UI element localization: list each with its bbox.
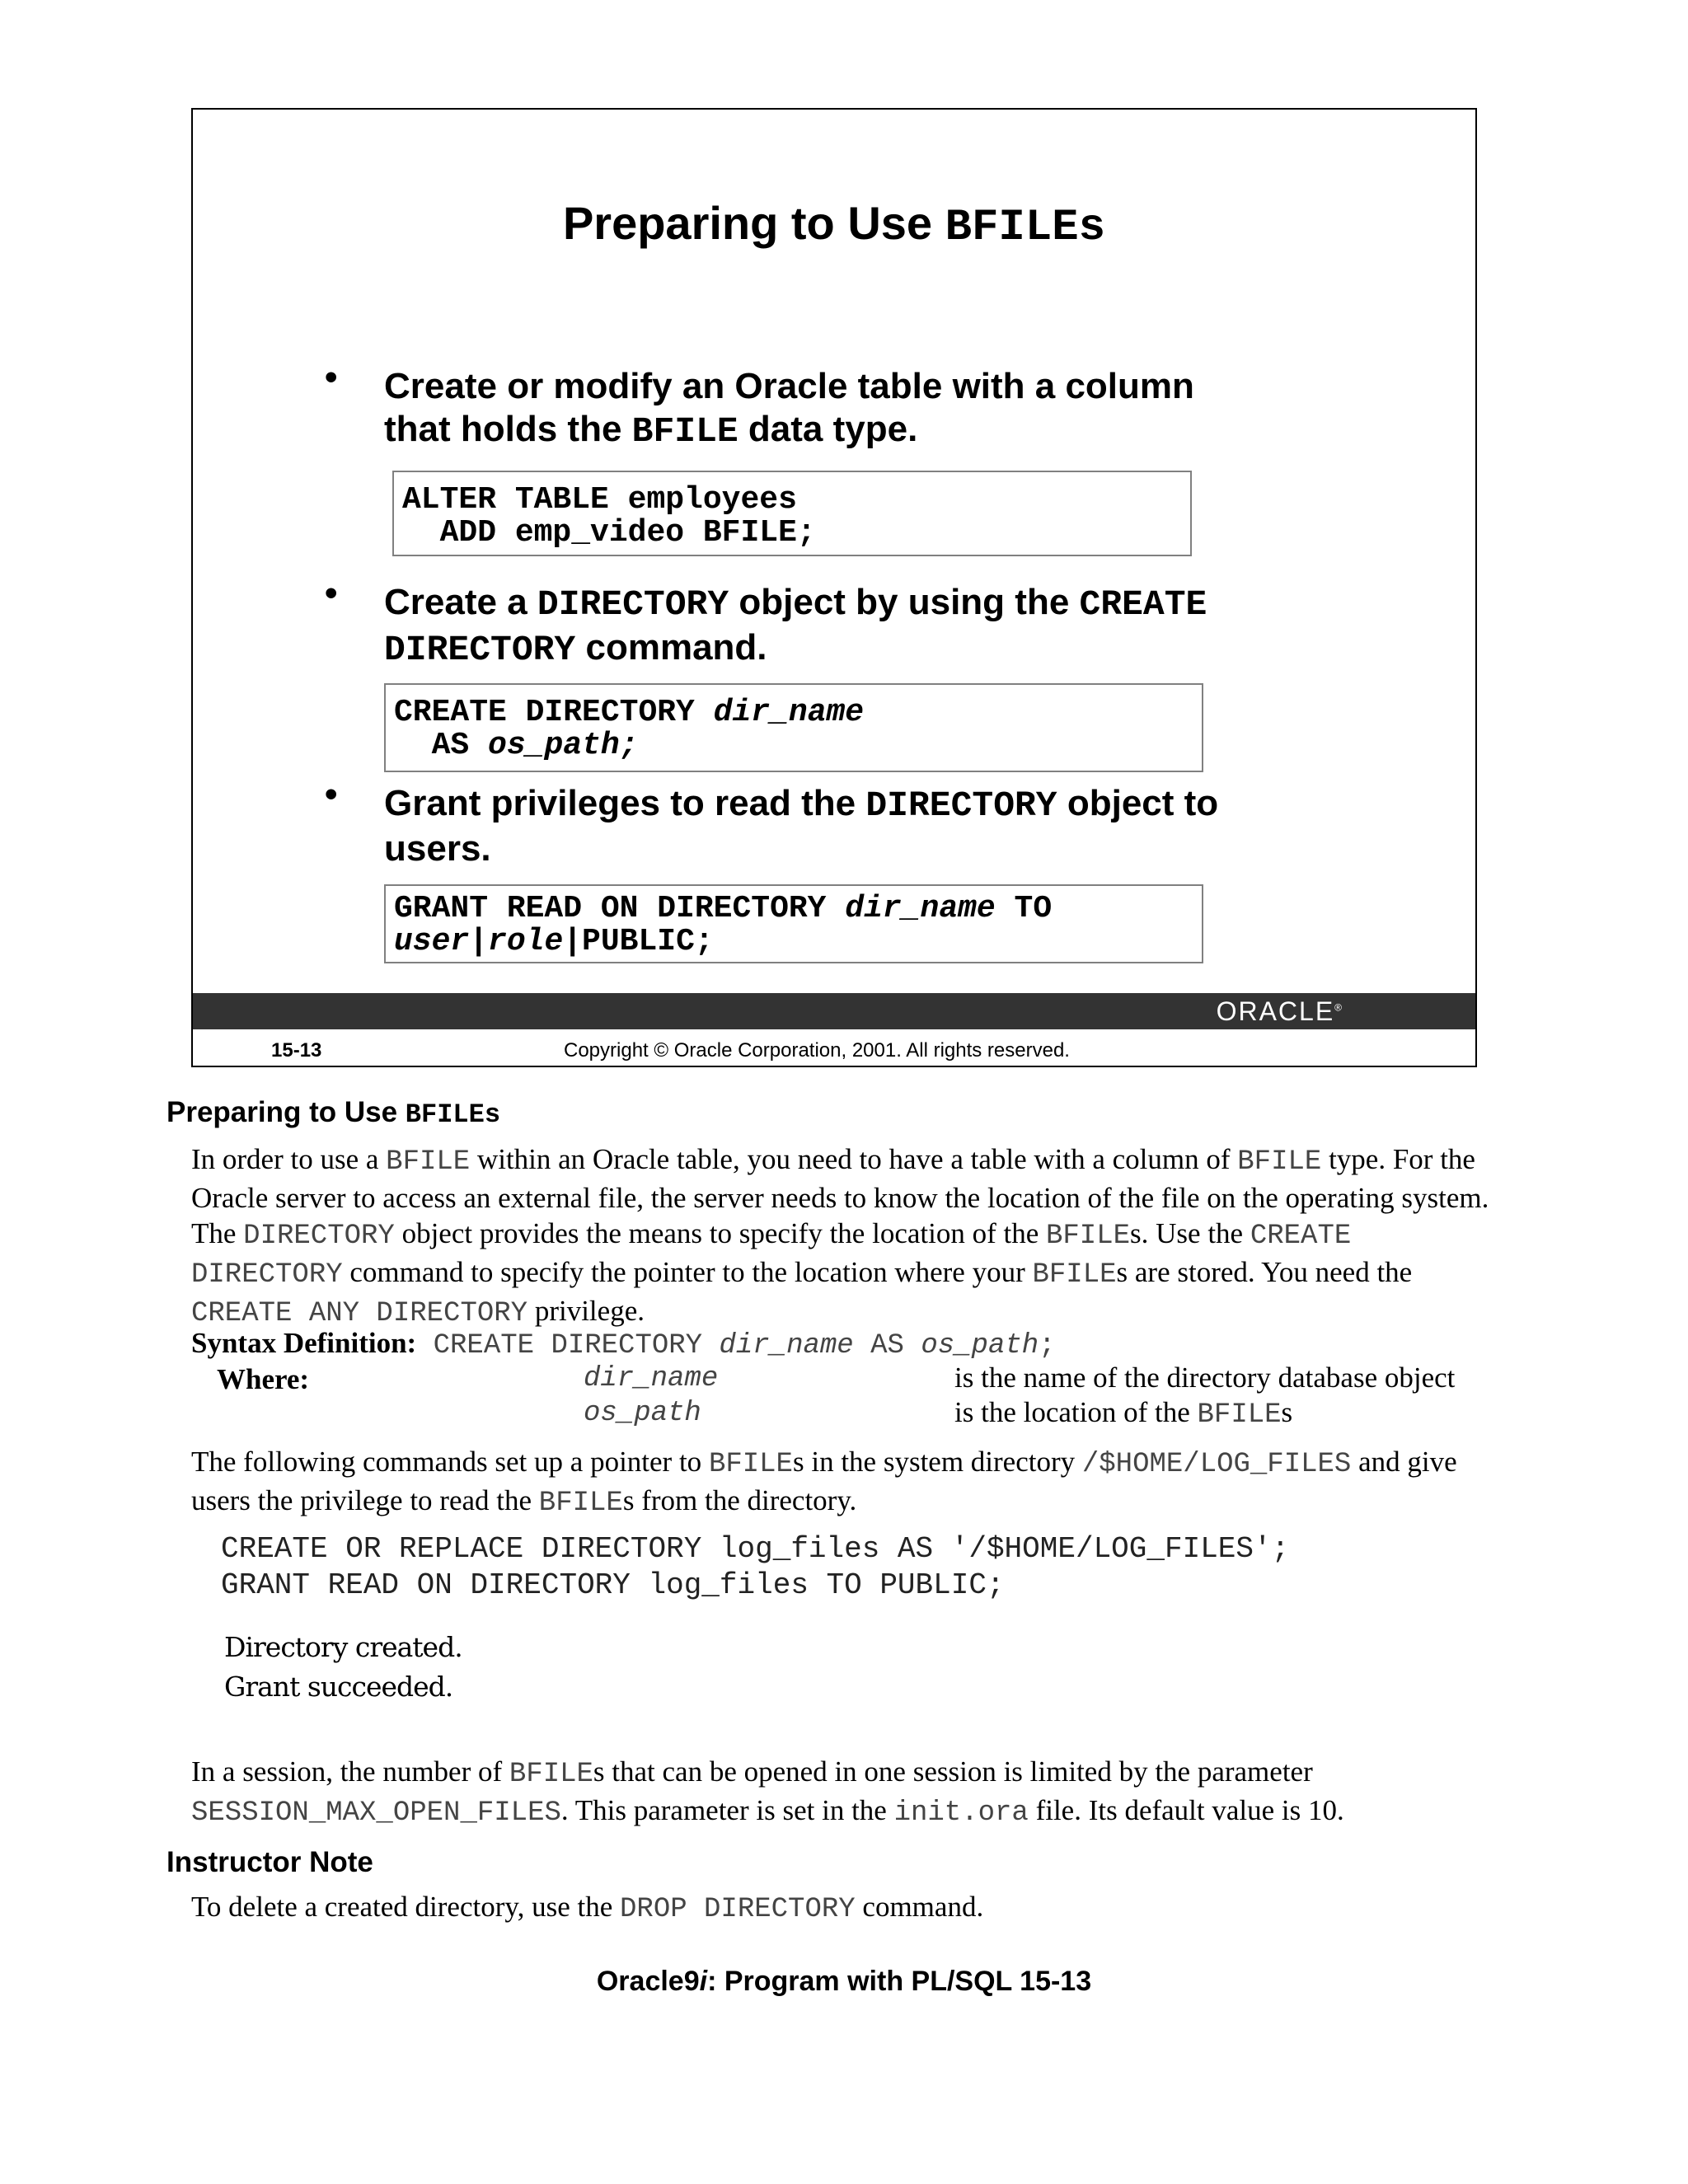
output-line-2: Grant succeeded. — [224, 1671, 453, 1703]
bullet-1-dot: • — [325, 357, 338, 397]
bullet-1-line2: that holds the BFILE data type. — [384, 409, 918, 452]
syntax-term-os-path: os_path — [584, 1398, 701, 1429]
syntax-definition: Syntax Definition: CREATE DIRECTORY dir_name AS os_path; — [191, 1327, 1056, 1361]
bullet-3 — [384, 782, 1414, 870]
code-box-create-directory: CREATE DIRECTORY dir_name AS os_path; — [384, 683, 1203, 772]
bullet-3-line2: users. — [384, 828, 491, 869]
notes-heading: Preparing to Use BFILEs — [166, 1096, 501, 1130]
instructor-note-heading: Instructor Note — [166, 1846, 373, 1878]
bullet-2-line1: Create a DIRECTORY object by using the CREATE — [384, 582, 1207, 625]
slide-title — [193, 196, 1475, 253]
slide-footer-bar — [193, 993, 1475, 1029]
bullet-2-dot: • — [325, 573, 338, 613]
example-code-line-2: GRANT READ ON DIRECTORY log_files TO PUBLIC; — [221, 1568, 1005, 1602]
slide-frame — [191, 108, 1477, 1067]
bullet-1-line1: Create or modify an Oracle table with a column — [384, 366, 1194, 406]
notes-paragraph-3: In a session, the number of BFILEs that can be opened in one session is limited by the parameter SESSION_MAX_OPEN_FILES. This parameter is set in the init.ora file. Its default value is 10. — [191, 1755, 1344, 1829]
notes-paragraph-2: The following commands set up a pointer to BFILEs in the system directory /$HOME/LOG_FILES and give users the privilege to read the BFILEs from the directory. — [191, 1446, 1457, 1519]
syntax-where-label: Where: — [217, 1363, 310, 1395]
bullet-2-line2: DIRECTORY command. — [384, 627, 767, 670]
output-line-1: Directory created. — [224, 1631, 462, 1663]
syntax-term-dir-name: dir_name — [584, 1363, 719, 1394]
slide-copyright: Copyright © Oracle Corporation, 2001. All rights reserved. — [564, 1039, 1070, 1062]
bullet-3-dot: • — [325, 774, 338, 814]
notes-paragraph-1: In order to use a BFILE within an Oracle table, you need to have a table with a column of BFILE type. For the Oracle server to access an external file, the server needs to know the location of the file on the operating system. The DIRECTORY object provides the means to specify the location of the BFILEs. Use the CREATE DIRECTORY command to specify the pointer to the location where your BFILEs are stored. You need the CREATE ANY DIRECTORY privilege. — [191, 1143, 1489, 1329]
oracle-logo: ORACLE® — [1216, 996, 1343, 1026]
syntax-desc-os-path: is the location of the BFILEs — [954, 1396, 1293, 1431]
code-box-alter-table: ALTER TABLE employees ADD emp_video BFILE; — [392, 471, 1192, 556]
bullet-1 — [384, 365, 1332, 453]
bullet-3-line1: Grant privileges to read the DIRECTORY object to — [384, 783, 1219, 826]
slide-title-code: BFILEs — [945, 203, 1106, 253]
syntax-desc-dir-name: is the name of the directory database object — [954, 1361, 1456, 1394]
slide-number: 15-13 — [271, 1039, 322, 1062]
page-footer: Oracle9i: Program with PL/SQL 15-13 — [596, 1966, 1092, 1997]
slide-title-text: Preparing to Use — [562, 197, 945, 249]
instructor-note-text: To delete a created directory, use the DROP DIRECTORY command. — [191, 1891, 984, 1925]
example-code-line-1: CREATE OR REPLACE DIRECTORY log_files AS '/$HOME/LOG_FILES'; — [221, 1532, 1290, 1566]
code-box-grant-read: GRANT READ ON DIRECTORY dir_name TO user|role|PUBLIC; — [384, 884, 1203, 963]
bullet-2 — [384, 581, 1414, 672]
